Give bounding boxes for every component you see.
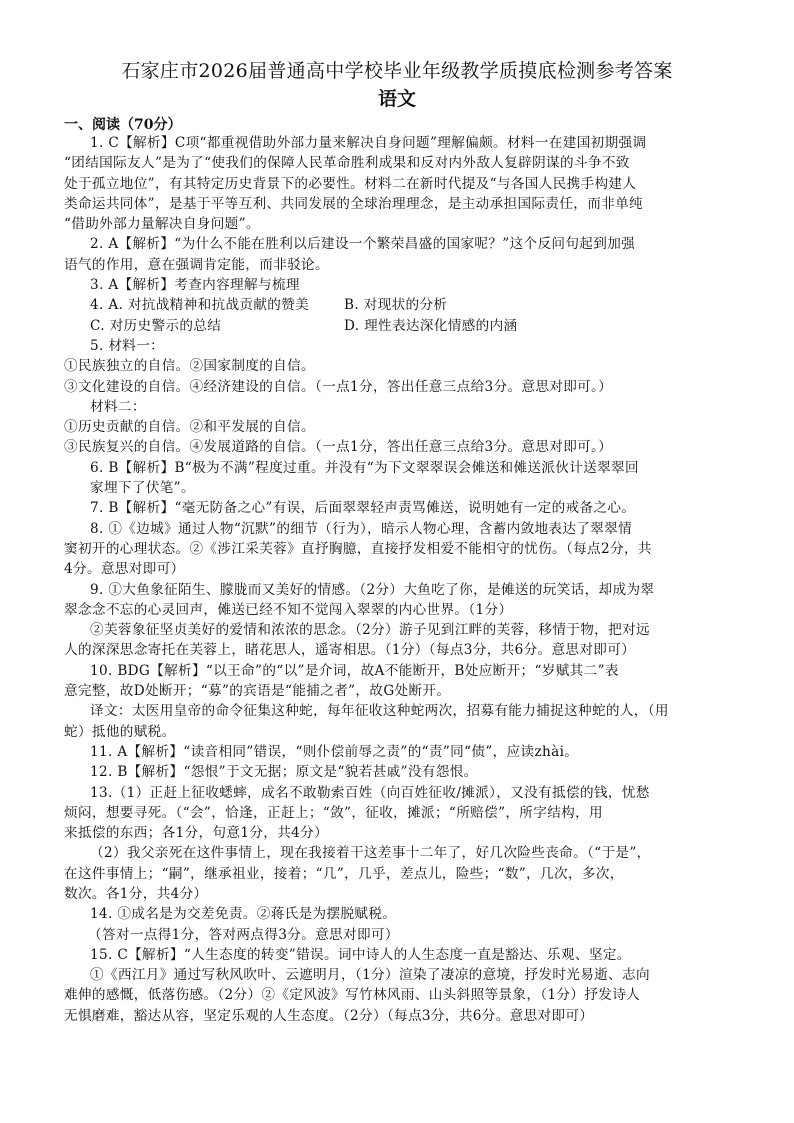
- option-d: D. 理性表达深化情感的内涵: [344, 317, 518, 334]
- option-row: [64, 295, 744, 315]
- text-line: ③文化建设的自信。④经济建设的自信。（一点1分，答出任意三点给3分。意思对即可。）: [64, 378, 613, 395]
- text-line: 无惧磨难，豁达从容，坚定乐观的人生态度。（2分）（每点3分，共6分。意思对即可）: [64, 1007, 594, 1024]
- text-line: 窦初开的心理状态。②《涉江采芙蓉》直抒胸臆，直接抒发相爱不能相守的忧伤。（每点2分，共: [64, 540, 652, 557]
- answer-item-6: [64, 458, 744, 499]
- text-line: 1. C【解析】C项“都重视借助外部力量来解决自身问题”理解偏颇。材料一在建国初期强调: [90, 135, 647, 151]
- answer-item-7: 7. B【解析】“毫无防备之心”有误，后面翠翠轻声责骂傩送，说明她有一定的戒备之心。: [90, 500, 636, 517]
- text-line: 语气的作用，意在强调肯定能，而非驳论。: [64, 256, 329, 273]
- answer-item-9: [64, 580, 744, 661]
- text-line: 数次。各1分，共4分）: [64, 885, 208, 902]
- text-line: 15. C【解析】“人生态度的转变”错误。词中诗人的人生态度一直是豁达、乐观、坚定。: [90, 946, 631, 963]
- text-line: 人的深深思念寄托在芙蓉上，睹花思人，遥寄相思。（1分）（每点3分，共6分。意思对即可）: [64, 642, 636, 659]
- text-line: 14. ①成名是为交差免责。②蒋氏是为摆脱赋税。: [90, 906, 397, 923]
- text-line: 2. A【解析】“为什么不能在胜利以后建设一个繁荣昌盛的国家呢？”这个反问句起到加强: [90, 236, 636, 253]
- text-line: 材料二：: [90, 398, 146, 415]
- text-line: 8. ①《边城》通过人物“沉默”的细节（行为），暗示人物心理，含蓄内敛地表达了翠翠情: [90, 520, 633, 537]
- answer-item-11: 11. A【解析】“读音相同”错误，“则仆偿前辱之责”的“责”同“债”，应读zhài。: [90, 743, 579, 760]
- text-line: 来抵偿的东西；各1分，句意1分，共4分）: [64, 825, 329, 842]
- answer-item-13: [64, 783, 744, 905]
- text-line: 在这件事情上；“嗣”，继承祖业，接着；“几”，几乎，差点儿，险些；“数”，几次，多次，: [64, 865, 624, 882]
- answer-item-14: [64, 904, 744, 945]
- answer-item-2: [64, 234, 744, 275]
- text-line: （答对一点得1分，答对两点得3分。意思对即可）: [88, 926, 399, 943]
- text-line: 家埋下了伏笔”。: [90, 480, 195, 497]
- answer-item-5: [64, 336, 744, 458]
- answer-body: [64, 133, 744, 1026]
- text-line: （2）我父亲死在这件事情上，现在我接着干这差事十二年了，好几次险些丧命。（“于是”，: [90, 845, 651, 862]
- option-a: 4. A. 对抗战精神和抗战贡献的赞美: [90, 297, 310, 314]
- option-c: C. 对历史警示的总结: [90, 317, 222, 334]
- option-row: [64, 316, 744, 336]
- answer-item-3: 3. A【解析】考查内容理解与梳理: [90, 277, 300, 294]
- answer-item-4: [64, 295, 744, 336]
- text-line: “团结国际友人”是为了“使我们的保障人民革命胜利成果和反对内外敌人复辟阴谋的斗争不致: [64, 155, 630, 172]
- text-line: 5. 材料一：: [90, 337, 165, 354]
- text-line: ①历史贡献的自信。②和平发展的自信。: [64, 419, 315, 436]
- text-line: 难伸的感慨，低落伤感。（2分）②《定风波》写竹林风雨、山头斜照等景象，（1分）抒发诗人: [64, 987, 641, 1004]
- text-line: 类命运共同体”，是基于平等互利、共同发展的全球治理理念，是主动承担国际责任，而非单纯: [64, 195, 643, 212]
- text-line: 13.（1）正赶上征收蟋蟀，成名不敢勒索百姓（向百姓征收/摊派），又没有抵偿的钱，忧愁: [90, 784, 650, 801]
- translation-line: 译文：太医用皇帝的命令征集这种蛇，每年征收这种蛇两次，招募有能力捕捉这种蛇的人，（用: [90, 703, 669, 720]
- text-line: 烦闷，想要寻死。（“会”，恰逢，正赶上；“敛”，征收，摊派；“所赔偿”，所字结构，用: [64, 804, 603, 821]
- answer-item-12: 12. B【解析】“怨恨”于文无据；原文是“貌若甚戚”没有怨恨。: [90, 764, 478, 781]
- text-line: 翠念念不忘的心灵回声，傩送已经不知不觉闯入翠翠的内心世界。（1分）: [64, 601, 513, 618]
- text-line: 处于孤立地位”，有其特定历史背景下的必要性。材料二在新时代提及“与各国人民携手构建人: [64, 175, 637, 192]
- answer-item-8: [64, 519, 744, 580]
- text-line: ③民族复兴的自信。④发展道路的自信。（一点1分，答出任意三点给3分。意思对即可。）: [64, 439, 613, 456]
- section-heading: 一、阅读（70分）: [64, 117, 182, 133]
- text-line: “借助外部力量解决自身问题”。: [64, 216, 260, 233]
- text-line: 意完整，故D处断开；“募”的宾语是“能捕之者”，故G处断开。: [64, 683, 451, 700]
- text-line: 4分。意思对即可）: [64, 561, 185, 578]
- text-line: 6. B【解析】B“极为不满”程度过重。并没有“为下文翠翠误会傩送和傩送派伙计送翠翠回: [90, 459, 639, 476]
- translation-line: 蛇）抵他的赋税。: [64, 723, 176, 740]
- text-line: ②芙蓉象征坚贞美好的爱情和浓浓的思念。（2分）游子见到江畔的芙蓉，移情于物，把对远: [90, 622, 650, 639]
- text-line: ①《西江月》通过写秋风吹叶、云遮明月，（1分）渲染了凄凉的意境，抒发时光易逝、志向: [90, 967, 650, 984]
- text-line: 9. ①大鱼象征陌生、朦胧而又美好的情感。（2分）大鱼吃了你，是傩送的玩笑话，却成为翠: [90, 581, 655, 598]
- answer-item-10: [64, 661, 744, 742]
- answer-item-15: [64, 945, 744, 1026]
- text-line: 10. BDG【解析】“以王命”的“以”是介词，故A不能断开，B处应断开；“岁赋其二”表: [90, 662, 619, 679]
- option-b: B. 对现状的分析: [344, 297, 448, 314]
- answer-item-1: [64, 133, 744, 234]
- document-title: 石家庄市2026届普通高中学校毕业年级教学质摸底检测参考答案: [121, 60, 673, 82]
- text-line: ①民族独立的自信。②国家制度的自信。: [64, 358, 315, 375]
- subject-heading: 语文: [377, 88, 416, 110]
